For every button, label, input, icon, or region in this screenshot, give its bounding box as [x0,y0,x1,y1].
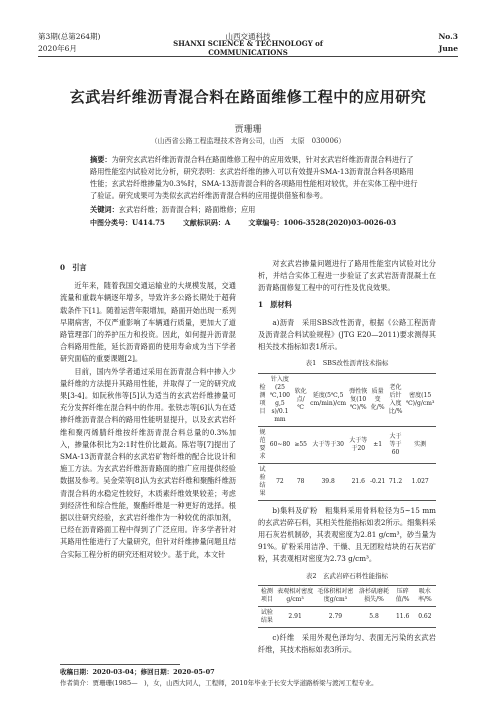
table2-caption: 表2 玄武岩碎石料性能指标 [305,571,389,580]
table1-cell: 实测 [404,426,436,463]
table1-cell: 60~80 [267,426,293,463]
table1-cell: 71.2 [387,463,405,500]
article-number: 文章编号：1006-3528(2020)03-0026-03 [248,218,397,227]
received-date: 收稿日期：2020-03-04；修回日期：2020-05-07 [60,668,215,676]
paper-title: 玄武岩纤维沥青混合料在路面维修工程中的应用研究 [69,88,427,106]
intro-paragraph-1: 近年来，随着我国交通运输业的大规模发展，交通流量和重载车辆逐年增多，导致许多公路长期处于超荷载条件下[1]。随着运营年限增加，路面开始出现一系列早期病害，不仅严重影响了车辆通行质量，更加大了道路管理部门的养护压力和投资。因此，如何提升沥青混合料路用性能，延长沥青路面的使用寿命成为当下学者研究面临的重要课题[2]。 [60,281,236,364]
aggregate-paragraph: b)集料及矿粉 粗集料采用骨料粒径为5~15 mm的玄武岩碎石料，其相关性能指标如表2所示。细集料采用石灰岩机制砂，其表观密度为2.81 g/cm³，砂当量为91%。矿粉采用洁净、干燥、且无团粒结块的石灰岩矿粉，其表观相对密度为2.73 g/cm³。 [258,505,436,564]
table1-row-spec [258,426,436,463]
table2-cell: 试验结果 [258,606,276,627]
keywords-text: 玄武岩纤维；沥青混合料；路面维修；应用 [118,205,256,214]
author-affiliation: （山西省公路工程监理技术咨询公司，山西 太原 030006） [150,137,346,145]
table2-header: 洛杉矶磨耗损失/% [356,585,391,606]
table2-header: 吸水率/% [414,585,436,606]
table1-cell: -0.21 [369,463,387,500]
table1-header: 弹性恢复(10 ℃)/% [348,373,369,426]
header-rule [38,56,458,57]
keywords [90,204,420,216]
table1-header: 质量变化/% [369,373,387,426]
issue-number: 第3期(总第264期) [38,31,101,41]
table2-header: 压碎值/% [392,585,414,606]
clc-number: 中图分类号：U414.75 [90,218,165,227]
document-code: 文献标识码：A [182,218,231,227]
table1-cell: ±1 [369,426,387,463]
table1-cell: 1.027 [404,463,436,500]
issue-no: No.3 [438,31,458,41]
table2-cell: 2.91 [276,606,315,627]
author-name: 贾珊珊 [234,125,262,135]
abstract-label: 摘要： [90,155,112,164]
issue-date: 2020年6月 [38,43,77,53]
table1-sbs-asphalt [258,373,436,501]
keywords-label: 关键词： [90,205,119,214]
table1-header: 针入度(25 ℃,100 g,5 s)/0.1 mm [267,373,293,426]
table1-header: 检测项目 [258,373,267,426]
running-header [38,30,458,56]
table2-cell: 5.8 [356,606,391,627]
table1-cell: 39.8 [308,463,348,500]
right-column [258,258,436,656]
table1-header: 密度(15 ℃)/g/cm³ [404,373,436,426]
asphalt-paragraph: a)沥青 采用SBS改性沥青，根据《公路工程沥青及沥青混合料试验规程》(JTG E20—2011)要求测得其相关技术指标如表1所示。 [258,317,436,352]
intro-paragraph-continued: 对玄武岩掺量问题进行了路用性能室内试验对比分析，并结合实体工程进一步验证了玄武岩沥青混凝土在沥青路面修复工程中的可行性及优良效果。 [258,259,436,293]
footnote-rule [60,664,180,665]
table1-header: 延度(5℃,5 cm/min)/cm [308,373,348,426]
table1-cell: 试验结果 [258,463,267,500]
abstract-block [90,154,420,229]
table1-header: 老化后针入度比/% [387,373,405,426]
classification [90,217,420,229]
journal-name-cn: 山西交通科技 [225,31,271,41]
table1-row-result [258,463,436,500]
table1-cell: 大于等于60 [387,426,405,463]
fiber-paragraph: c)纤维 采用外观色泽均匀、表面无污染的玄武岩纤维，其技术指标如表3所示。 [258,632,436,655]
table1-header: 软化点/℃ [293,373,308,426]
table2-header: 表观相对密度g/cm³ [276,585,315,606]
table2-header: 毛体积相对密度g/cm³ [314,585,356,606]
table1-cell: 21.6 [348,463,369,500]
table1-cell: 大于等于30 [308,426,348,463]
table1-cell: 大于等于20 [348,426,369,463]
table2-header: 检测项目 [258,585,276,606]
abstract-text: 为研究玄武岩纤维沥青混合料在路面维修工程中的应用效果，针对玄武岩纤维沥青混合料进行了路用性能室内试验对比分析，研究表明：玄武岩纤维的掺入可以有效提升SMA-13沥青混合料各项路用性能；玄武岩纤维掺量为0.3%时，SMA-13沥青混合料的各项路用性能相对较优，并在实体工程中进行了验证。研究成果可为类似玄武岩纤维沥青混合料的应用提供借鉴和参考。 [90,155,418,200]
abstract [90,154,420,202]
section-heading-materials: 1 原材料 [258,299,292,309]
journal-name-en: SHANXI SCIENCE & TECHNOLOGY of COMMUNICATIONS [173,39,323,57]
table1-caption: 表1 SBS改性沥青技术指标 [305,359,389,368]
table1-cell: 72 [267,463,293,500]
intro-paragraph-2: 目前，国内外学者通过采用在沥青混合料中掺入少量纤维的方法提升其路用性能，并取得了一定的研究成果[3-4]。如阮秋伟等[5]认为适当的玄武岩纤维掺量可充分发挥纤维在混合料中的作用。张铁志等[6]认为在适掺纤维沥青混合料的路用性能明显提升，以及玄武岩纤维和聚丙烯腈纤维按纤维沥青混合料总量的0.3%加入，掺量体积比为2:1时性价比最高。陈岩等[7]提出了SMA-13沥青混合料的玄武岩矿物纤维的配合比设计和施工方法。为玄武岩纤维沥青路面的推广应用提供经验数据及参考。吴金荣等[8]认为玄武岩纤维和聚酯纤维沥青混合料的水稳定性较好，木质素纤维效果较差；考虑到经济性和综合性能，聚酯纤维是一种更好的选择。根据以往研究经验，玄武岩纤维作为一种较优的添加剂，已经在沥青路面工程中得到了广泛应用。许多学者针对其路用性能进行了大量研究，但针对纤维掺量问题且结合实际工程分析的研究还相对较少。基于此，本文针 [60,366,236,559]
left-column [60,258,236,561]
table2-cell: 2.79 [314,606,356,627]
table1-cell: 78 [293,463,308,500]
table2-basalt-aggregate [258,585,436,628]
table2-cell: 11.6 [392,606,414,627]
table2-cell: 0.62 [414,606,436,627]
issue-month: June [438,43,458,53]
table2-row-result [258,606,436,627]
section-heading-introduction: 0 引言 [60,263,87,272]
table1-cell: 规范要求 [258,426,267,463]
table1-cell: ≥55 [293,426,308,463]
footnote [60,664,456,689]
author-bio: 作者简介：贾珊珊(1985— )，女，山西大同人，工程师，2010年毕业于长安大学道路桥梁与渡河工程专业。 [60,679,378,687]
